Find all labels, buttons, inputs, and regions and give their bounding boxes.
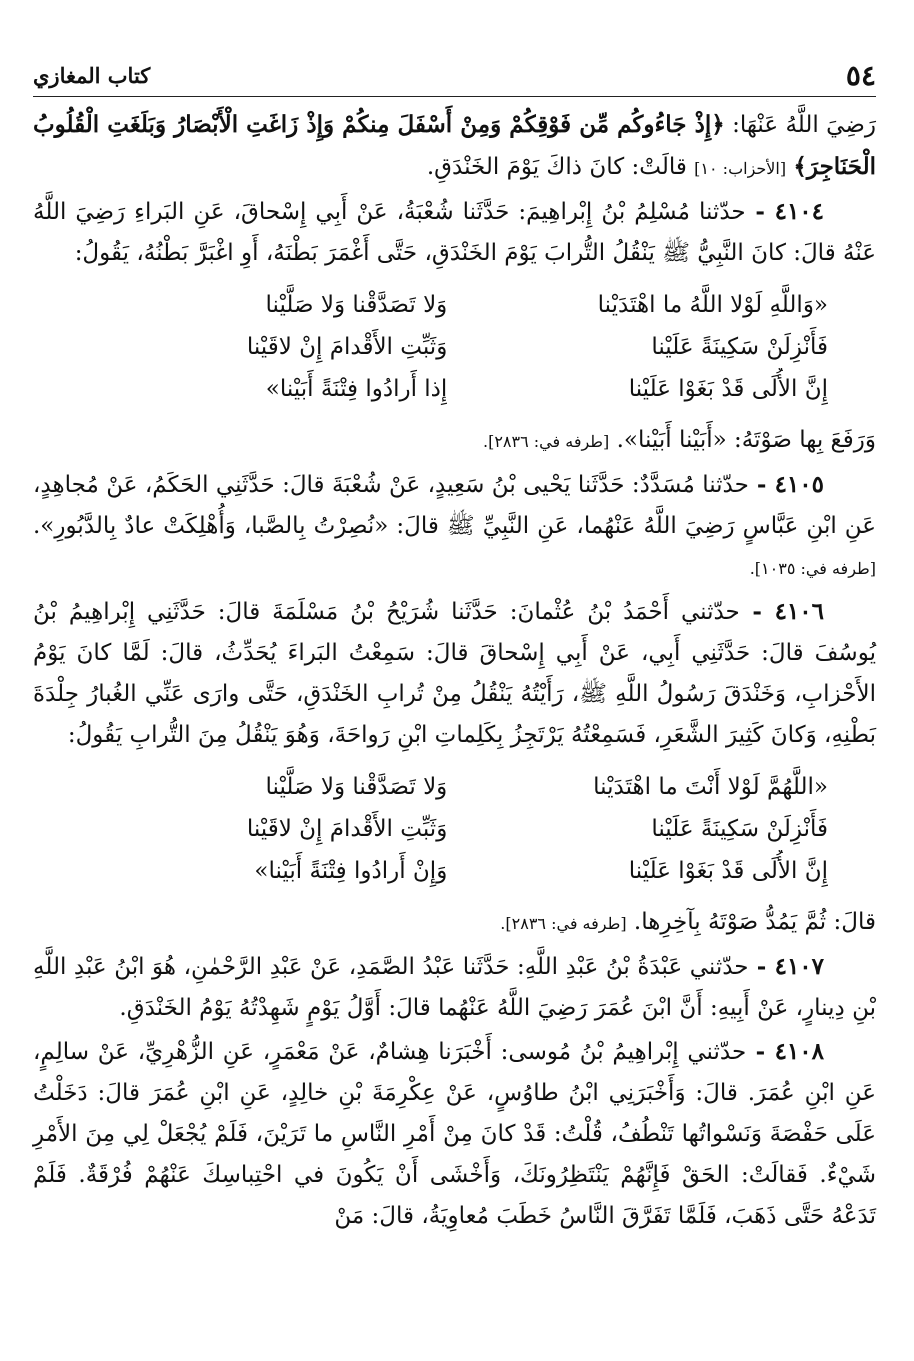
hadith-number: ٤١٠٥ - [749, 471, 824, 498]
intro-text: رَضِيَ اللَّهُ عَنْهَا: [724, 112, 876, 138]
verse-second-half: وَإِنْ أَرادُوا فِتْنَةً أَبَيْنا» [254, 858, 448, 884]
hadith-4107 [33, 946, 876, 1029]
hadith-text: حدّثنا مُسَدَّدٌ: حَدَّثَنا يَحْيى بْنُ سَعِيدٍ، عَنْ شُعْبَةَ قالَ: حَدَّثَنِي الحَكَمُ، عَنْ مُجاهِدٍ، عَنِ ابْنِ عَبَّاسٍ رَضِيَ اللَّهُ عَنْهُما، عَنِ النَّبِيِّ ﷺ قالَ: «نُصِرْتُ بِالصَّبا، وَأُهْلِكَتْ عادٌ بِالدَّبُورِ». [33, 472, 876, 539]
hadith-number: ٤١٠٨ - [746, 1038, 824, 1065]
verse-first-half: «وَاللَّهِ لَوْلا اللَّهُ ما اهْتَدَيْنا [597, 292, 828, 318]
verse-first-half: «اللَّهُمَّ لَوْلا أَنْتَ ما اهْتَدَيْنا [593, 774, 828, 800]
poem-verse [123, 284, 828, 326]
poem-verse [123, 368, 828, 410]
verse-second-half: إِذا أَرادُوا فِتْنَةً أَبَيْنا» [265, 376, 448, 402]
hadith-number: ٤١٠٧ - [749, 953, 824, 980]
poem-verse [123, 808, 828, 850]
verse-second-half: وَثَبِّتِ الأَقْدامَ إِنْ لاقَيْنا [246, 334, 448, 360]
hadith-4104-ending [33, 420, 876, 462]
verse-first-half: إِنَّ الأُلَى قَدْ بَغَوْا عَلَيْنا [628, 376, 828, 402]
page-number: ٥٤ [845, 59, 876, 92]
poem-verse [123, 850, 828, 892]
intro-paragraph [33, 104, 876, 189]
hadith-text: قالَ: ثُمَّ يَمُدُّ صَوْتَهُ بِآخِرِها. [633, 909, 876, 935]
verse-first-half: فَأَنْزِلَنْ سَكِينَةً عَلَيْنا [651, 334, 828, 360]
verse-second-half: وَثَبِّتِ الأَقْدامَ إِنْ لاقَيْنا [246, 816, 448, 842]
verse-first-half: إِنَّ الأُلَى قَدْ بَغَوْا عَلَيْنا [628, 858, 828, 884]
hadith-4106-ending [33, 902, 876, 944]
hadith-text: حدّثني أَحْمَدُ بْنُ عُثْمانَ: حَدَّثَنا شُرَيْحُ بْنُ مَسْلَمَةَ قالَ: حَدَّثَنِي إِبْراهِيمُ بْنُ يُوسُفَ قالَ: حَدَّثَنِي أَبِي، عَنْ أَبِي إِسْحاقَ قالَ: سَمِعْتُ البَراءَ يُحَدِّثُ، قالَ: لَمَّا كانَ يَوْمُ الأَحْزابِ، وَخَنْدَقَ رَسُولُ اللَّهِ ﷺ، رَأَيْتُهُ يَنْقُلُ مِنْ تُرابِ الخَنْدَقِ، حَتَّى وارَى عَنِّي الغُبارُ جِلْدَةَ بَطْنِهِ، وَكانَ كَثِيرَ الشَّعَرِ، فَسَمِعْتُهُ يَرْتَجِزُ بِكَلِماتِ ابْنِ رَواحَةَ، وَهُوَ يَنْقُلُ مِنَ التُّرابِ يَقُولُ: [33, 599, 876, 748]
quran-verse: ﴿إِذْ جَاءُوكُم مِّن فَوْقِكُمْ وَمِنْ أَسْفَلَ مِنكُمْ وَإِذْ زَاغَتِ الْأَبْصَارُ وَبَلَغَتِ الْقُلُوبُ الْحَنَاجِرَ﴾ [33, 111, 876, 180]
hadith-4104 [33, 191, 876, 274]
hadith-text: حدّثنا مُسْلِمُ بْنُ إِبْراهِيمَ: حَدَّثَنا شُعْبَةُ، عَنْ أَبِي إِسْحاقَ، عَنِ البَراءِ رَضِيَ اللَّهُ عَنْهُ قالَ: كانَ النَّبِيُّ ﷺ يَنْقُلُ التُّرابَ يَوْمَ الخَنْدَقِ، حَتَّى أَغْمَرَ بَطْنَهُ، أَوِ اغْبَرَّ بَطْنُهُ، يَقُولُ: [33, 199, 876, 266]
cross-reference: [طرفه في: ٢٨٣٦]. [500, 914, 627, 933]
hadith-4106 [33, 591, 876, 756]
hadith-number: ٤١٠٤ - [746, 198, 824, 225]
poem-4106 [33, 766, 876, 892]
hadith-4105 [33, 464, 876, 589]
poem-verse [123, 766, 828, 808]
verse-second-half: وَلا تَصَدَّقْنا وَلا صَلَّيْنا [265, 774, 448, 800]
poem-verse [123, 326, 828, 368]
page-header [33, 52, 876, 97]
cross-reference: [طرفه في: ٢٨٣٦]. [482, 432, 610, 451]
poem-4104 [33, 284, 876, 410]
hadith-text: حدّثني إِبْراهِيمُ بْنُ مُوسى: أَخْبَرَنا هِشامٌ، عَنْ مَعْمَرٍ، عَنِ الزُّهْرِيِّ، عَنْ سالِمٍ، عَنِ ابْنِ عُمَرَ. قالَ: وَأَخْبَرَنِي ابْنُ طاوُسٍ، عَنْ عِكْرِمَةَ بْنِ خالِدٍ، عَنِ ابْنِ عُمَرَ قالَ: دَخَلْتُ عَلَى حَفْصَةَ وَنَسْواتُها تَنْطُفُ، قُلْتُ: قَدْ كانَ مِنْ أَمْرِ النَّاسِ ما تَرَيْنَ، فَلَمْ يُجْعَلْ لِي مِنَ الأَمْرِ شَيْءٌ. فَقالَتْ: الحَقْ فَإِنَّهُمْ يَنْتَظِرُونَكَ، وَأَخْشَى أَنْ يَكُونَ في احْتِباسِكَ عَنْهُمْ فُرْقَةٌ. فَلَمْ تَدَعْهُ حَتَّى ذَهَبَ، فَلَمَّا تَفَرَّقَ النَّاسُ خَطَبَ مُعاوِيَةُ، قالَ: مَنْ [33, 1039, 876, 1229]
hadith-text: وَرَفَعَ بِها صَوْتَهُ: «أَبَيْنا أَبَيْنا». [616, 427, 876, 453]
page-content [33, 104, 876, 1237]
verse-second-half: وَلا تَصَدَّقْنا وَلا صَلَّيْنا [265, 292, 448, 318]
verse-first-half: فَأَنْزِلَنْ سَكِينَةً عَلَيْنا [651, 816, 828, 842]
hadith-text: حدّثني عَبْدَةُ بْنُ عَبْدِ اللَّهِ: حَدَّثَنا عَبْدُ الصَّمَدِ، عَنْ عَبْدِ الرَّحْمٰنِ، هُوَ ابْنُ عَبْدِ اللَّهِ بْنِ دِينارٍ، عَنْ أَبِيهِ: أَنَّ ابْنَ عُمَرَ رَضِيَ اللَّهُ عَنْهُما قالَ: أَوَّلُ يَوْمٍ شَهِدْتُهُ يَوْمُ الخَنْدَقِ. [33, 954, 876, 1021]
quran-reference: [الأحزاب: ١٠] [694, 159, 787, 178]
hadith-number: ٤١٠٦ - [740, 598, 824, 625]
hadith-4108 [33, 1031, 876, 1237]
cross-reference: [طرفه في: ١٠٣٥]. [749, 559, 876, 578]
intro-text-end: قالَتْ: كانَ ذاكَ يَوْمَ الخَنْدَقِ. [426, 154, 695, 180]
book-title: كتاب المغازي [33, 63, 151, 88]
